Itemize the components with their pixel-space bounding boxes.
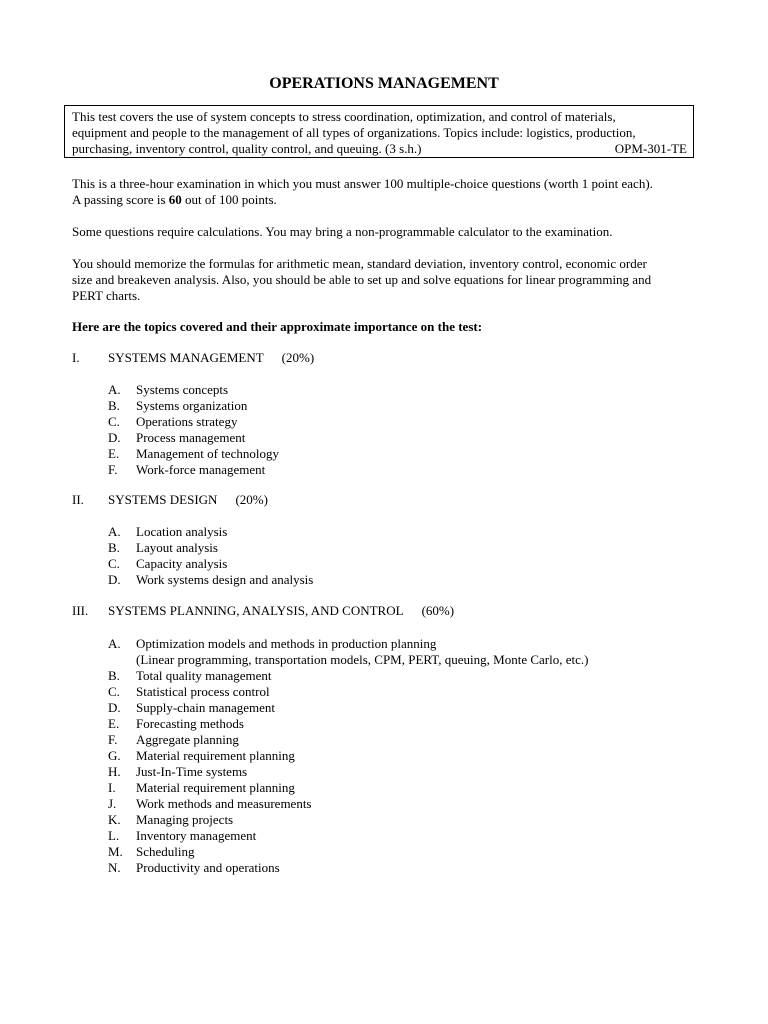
item-letter: N. bbox=[108, 860, 121, 875]
item-text: Productivity and operations bbox=[136, 860, 280, 875]
item-letter: F. bbox=[108, 462, 118, 477]
item-text: Just-In-Time systems bbox=[136, 764, 248, 779]
item-text: Statistical process control bbox=[136, 684, 270, 699]
item-letter: B. bbox=[108, 540, 120, 555]
exam-format-line-1: This is a three-hour examination in which you must answer 100 multiple-choice questions (worth 1 point each). bbox=[72, 176, 653, 191]
description-line-1: This test covers the use of system concepts to stress coordination, optimization, and control of materials, bbox=[72, 109, 616, 124]
section-title: SYSTEMS MANAGEMENT bbox=[108, 350, 264, 365]
section-heading bbox=[72, 350, 314, 366]
item-text: Work-force management bbox=[136, 462, 266, 477]
list-item bbox=[108, 700, 588, 716]
list-item bbox=[108, 844, 588, 860]
section-topic-list bbox=[108, 382, 279, 478]
topics-heading: Here are the topics covered and their approximate importance on the test: bbox=[72, 319, 483, 334]
item-text: Total quality management bbox=[136, 668, 272, 683]
item-text: Optimization models and methods in production planning bbox=[136, 636, 437, 651]
item-letter: A. bbox=[108, 382, 121, 397]
item-letter: D. bbox=[108, 700, 121, 715]
item-text: Supply-chain management bbox=[136, 700, 275, 715]
item-text: Inventory management bbox=[136, 828, 257, 843]
item-letter: H. bbox=[108, 764, 121, 779]
item-letter: E. bbox=[108, 446, 120, 461]
list-item bbox=[108, 668, 588, 684]
description-line-3 bbox=[72, 141, 687, 157]
item-text: Work systems design and analysis bbox=[136, 572, 314, 587]
item-text: Material requirement planning bbox=[136, 780, 295, 795]
section-topic-list bbox=[108, 524, 313, 588]
formulas-line-2: size and breakeven analysis. Also, you should be able to set up and solve equations for linear programming and bbox=[72, 272, 652, 287]
list-item bbox=[108, 780, 588, 796]
item-letter: G. bbox=[108, 748, 121, 763]
exam-format-paragraph bbox=[72, 176, 722, 208]
item-text: Management of technology bbox=[136, 446, 279, 461]
section-number: I. bbox=[72, 350, 80, 365]
list-item bbox=[108, 414, 279, 430]
item-text: Managing projects bbox=[136, 812, 234, 827]
item-text: Systems organization bbox=[136, 398, 248, 413]
list-item bbox=[108, 748, 588, 764]
item-letter: L. bbox=[108, 828, 120, 843]
section-weight: (60%) bbox=[421, 603, 455, 618]
list-item bbox=[108, 430, 279, 446]
item-letter: I. bbox=[108, 780, 116, 795]
item-text: Operations strategy bbox=[136, 414, 238, 429]
passing-score-prefix: A passing score is bbox=[72, 192, 169, 207]
item-text: Process management bbox=[136, 430, 246, 445]
section-heading bbox=[72, 492, 268, 508]
list-item-subnote: (Linear programming, transportation models, CPM, PERT, queuing, Monte Carlo, etc.) bbox=[136, 652, 589, 667]
item-text: Location analysis bbox=[136, 524, 228, 539]
item-text: Systems concepts bbox=[136, 382, 229, 397]
list-item bbox=[108, 812, 588, 828]
item-text: Material requirement planning bbox=[136, 748, 295, 763]
list-item bbox=[108, 446, 279, 462]
description-line-2: equipment and people to the management of all types of organizations. Topics include: logistics, production, bbox=[72, 125, 636, 140]
list-item bbox=[108, 382, 279, 398]
item-letter: D. bbox=[108, 430, 121, 445]
item-text: Forecasting methods bbox=[136, 716, 244, 731]
list-item bbox=[108, 398, 279, 414]
section-heading bbox=[72, 603, 454, 619]
formulas-line-1: You should memorize the formulas for arithmetic mean, standard deviation, inventory control, economic order bbox=[72, 256, 647, 271]
item-letter: E. bbox=[108, 716, 120, 731]
section-title: SYSTEMS DESIGN bbox=[108, 492, 218, 507]
item-text: Scheduling bbox=[136, 844, 195, 859]
item-letter: A. bbox=[108, 524, 121, 539]
item-text: Work methods and measurements bbox=[136, 796, 312, 811]
item-letter: C. bbox=[108, 556, 120, 571]
item-letter: D. bbox=[108, 572, 121, 587]
list-item bbox=[108, 636, 588, 652]
course-description-box bbox=[64, 105, 694, 158]
passing-score-suffix: out of 100 points. bbox=[181, 192, 277, 207]
section-weight: (20%) bbox=[235, 492, 268, 507]
list-item bbox=[108, 716, 588, 732]
list-item bbox=[108, 828, 588, 844]
description-line-3-text: purchasing, inventory control, quality control, and queuing. (3 s.h.) bbox=[72, 141, 422, 156]
list-item bbox=[108, 540, 313, 556]
formulas-line-3: PERT charts. bbox=[72, 288, 141, 303]
section-number: II. bbox=[72, 492, 84, 507]
course-code: OPM-301-TE bbox=[614, 141, 687, 156]
section-weight: (20%) bbox=[281, 350, 315, 365]
section-number: III. bbox=[72, 603, 89, 618]
item-letter: C. bbox=[108, 684, 120, 699]
item-letter: F. bbox=[108, 732, 118, 747]
list-item bbox=[108, 572, 313, 588]
item-text: Capacity analysis bbox=[136, 556, 228, 571]
list-item bbox=[108, 556, 313, 572]
formulas-paragraph bbox=[72, 256, 722, 304]
item-letter: B. bbox=[108, 668, 120, 683]
item-letter: A. bbox=[108, 636, 121, 651]
calculator-paragraph: Some questions require calculations. You may bring a non-programmable calculator to the examination. bbox=[72, 224, 613, 239]
item-text: Aggregate planning bbox=[136, 732, 239, 747]
item-letter: C. bbox=[108, 414, 120, 429]
list-item bbox=[108, 684, 588, 700]
list-item bbox=[108, 462, 279, 478]
item-text: Layout analysis bbox=[136, 540, 218, 555]
list-item bbox=[108, 796, 588, 812]
item-letter: B. bbox=[108, 398, 120, 413]
list-item bbox=[108, 732, 588, 748]
item-letter: J. bbox=[108, 796, 117, 811]
list-item bbox=[108, 764, 588, 780]
page-title: OPERATIONS MANAGEMENT bbox=[269, 75, 499, 92]
list-item bbox=[108, 860, 588, 876]
section-title: SYSTEMS PLANNING, ANALYSIS, AND CONTROL bbox=[108, 603, 404, 618]
item-letter: M. bbox=[108, 844, 123, 859]
section-topic-list bbox=[108, 636, 588, 876]
passing-score-value: 60 bbox=[168, 192, 182, 207]
item-letter: K. bbox=[108, 812, 121, 827]
list-item bbox=[108, 524, 313, 540]
